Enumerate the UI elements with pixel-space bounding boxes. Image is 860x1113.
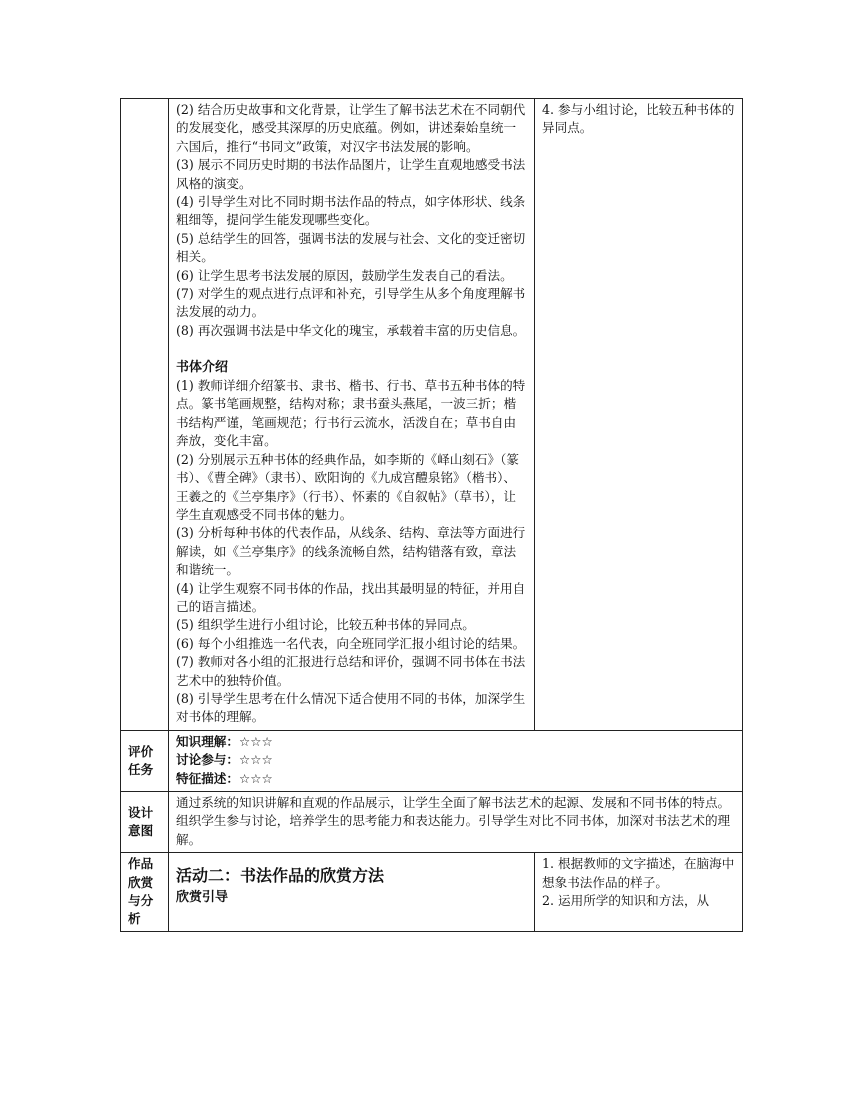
evaluation-item: [176, 751, 736, 769]
script-style-item: (1) 教师详细介绍篆书、隶书、楷书、行书、草书五种书体的特点。篆书笔画规整，结构对称；隶书蚕头燕尾，一波三折；楷书结构严谨，笔画规范；行书行云流水，活泼自在；草书自由奔放，变化丰富。: [176, 378, 526, 449]
procedure-item: (3) 展示不同历史时期的书法作品图片，让学生直观地感受书法风格的演变。: [176, 157, 526, 191]
student-activity-item: 2. 运用所学的知识和方法，从: [542, 893, 710, 909]
activity-title: 活动二：书法作品的欣赏方法: [176, 866, 385, 886]
script-style-item: (2) 分别展示五种书体的经典作品，如李斯的《峄山刻石》（篆书）、《曹全碑》（隶书）、欧阳询的《九成宫醴泉铭》（楷书）、王羲之的《兰亭集序》（行书）、怀素的《自叙帖》（草书），让学生直观感受不同书体的魅力。: [176, 451, 519, 522]
script-style-item: (8) 引导学生思考在什么情况下适合使用不同的书体，加深学生对书体的理解。: [176, 690, 526, 725]
design-intent-text: 通过系统的知识讲解和直观的作品展示，让学生全面了解书法艺术的起源、发展和不同书体的特点。组织学生参与讨论，培养学生的思考能力和表达能力。引导学生对比不同书体，加深对书法艺术的理解。: [176, 795, 731, 847]
spacer: [176, 340, 528, 358]
script-style-item: (7) 教师对各小组的汇报进行总结和评价，强调不同书体在书法艺术中的独特价值。: [176, 654, 526, 688]
evaluation-row: [121, 730, 743, 791]
appreciation-teacher-cell: [169, 853, 535, 932]
appreciation-student-cell: [535, 853, 743, 932]
procedure-item: (5) 总结学生的回答，强调书法的发展与社会、文化的变迁密切相关。: [176, 230, 526, 265]
evaluation-item-name: 特征描述：: [176, 770, 239, 786]
student-activity-item: 1. 根据教师的文字描述，在脑海中想象书法作品的样子。: [542, 856, 735, 890]
student-activity-cell: [535, 99, 743, 731]
row-label-empty: [121, 99, 169, 731]
evaluation-item: [176, 770, 736, 788]
teaching-process-row: [121, 99, 743, 731]
section-title: 书体介绍: [176, 359, 229, 375]
activity-subtitle: 欣赏引导: [176, 890, 229, 906]
appreciation-row: [121, 853, 743, 932]
script-style-item: (4) 让学生观察不同书体的作品，找出其最明显的特征，并用自己的语言描述。: [176, 580, 526, 614]
teacher-activity-cell: [169, 99, 535, 731]
lesson-plan-table: [120, 98, 743, 932]
procedure-item: (2) 结合历史故事和文化背景，让学生了解书法艺术在不同朝代的发展变化，感受其深厚的历史底蕴。例如，讲述秦始皇统一六国后，推行“书同文”政策，对汉字书法发展的影响。: [176, 102, 526, 154]
evaluation-item: [176, 733, 736, 751]
design-intent-label: 设计意图: [121, 792, 169, 853]
evaluation-item-name: 知识理解：: [176, 733, 239, 749]
evaluation-cell: [169, 730, 743, 791]
procedure-item: (6) 让学生思考书法发展的原因，鼓励学生发表自己的看法。: [176, 267, 513, 283]
star-rating: ☆☆☆: [238, 770, 273, 786]
procedure-item: (7) 对学生的观点进行点评和补充，引导学生从多个角度理解书法发展的动力。: [176, 286, 526, 320]
student-activity-text: 4. 参与小组讨论，比较五种书体的异同点。: [542, 102, 735, 136]
design-intent-row: [121, 792, 743, 853]
script-style-item: (6) 每个小组推选一名代表，向全班同学汇报小组讨论的结果。: [176, 635, 526, 651]
evaluation-label: 评价任务: [121, 730, 169, 791]
appreciation-label: 作品欣赏与分析: [121, 853, 169, 932]
star-rating: ☆☆☆: [238, 752, 273, 768]
evaluation-item-name: 讨论参与：: [176, 752, 239, 768]
design-intent-cell: [169, 792, 743, 853]
script-style-item: (5) 组织学生进行小组讨论，比较五种书体的异同点。: [176, 617, 475, 633]
script-style-item: (3) 分析每种书体的代表作品，从线条、结构、章法等方面进行解读，如《兰亭集序》的线条流畅自然，结构错落有致，章法和谐统一。: [176, 525, 526, 578]
procedure-item: (4) 引导学生对比不同时期书法作品的特点，如字体形状、线条粗细等，提问学生能发现哪些变化。: [176, 194, 526, 228]
procedure-item: (8) 再次强调书法是中华文化的瑰宝，承载着丰富的历史信息。: [176, 322, 526, 338]
star-rating: ☆☆☆: [238, 733, 273, 749]
